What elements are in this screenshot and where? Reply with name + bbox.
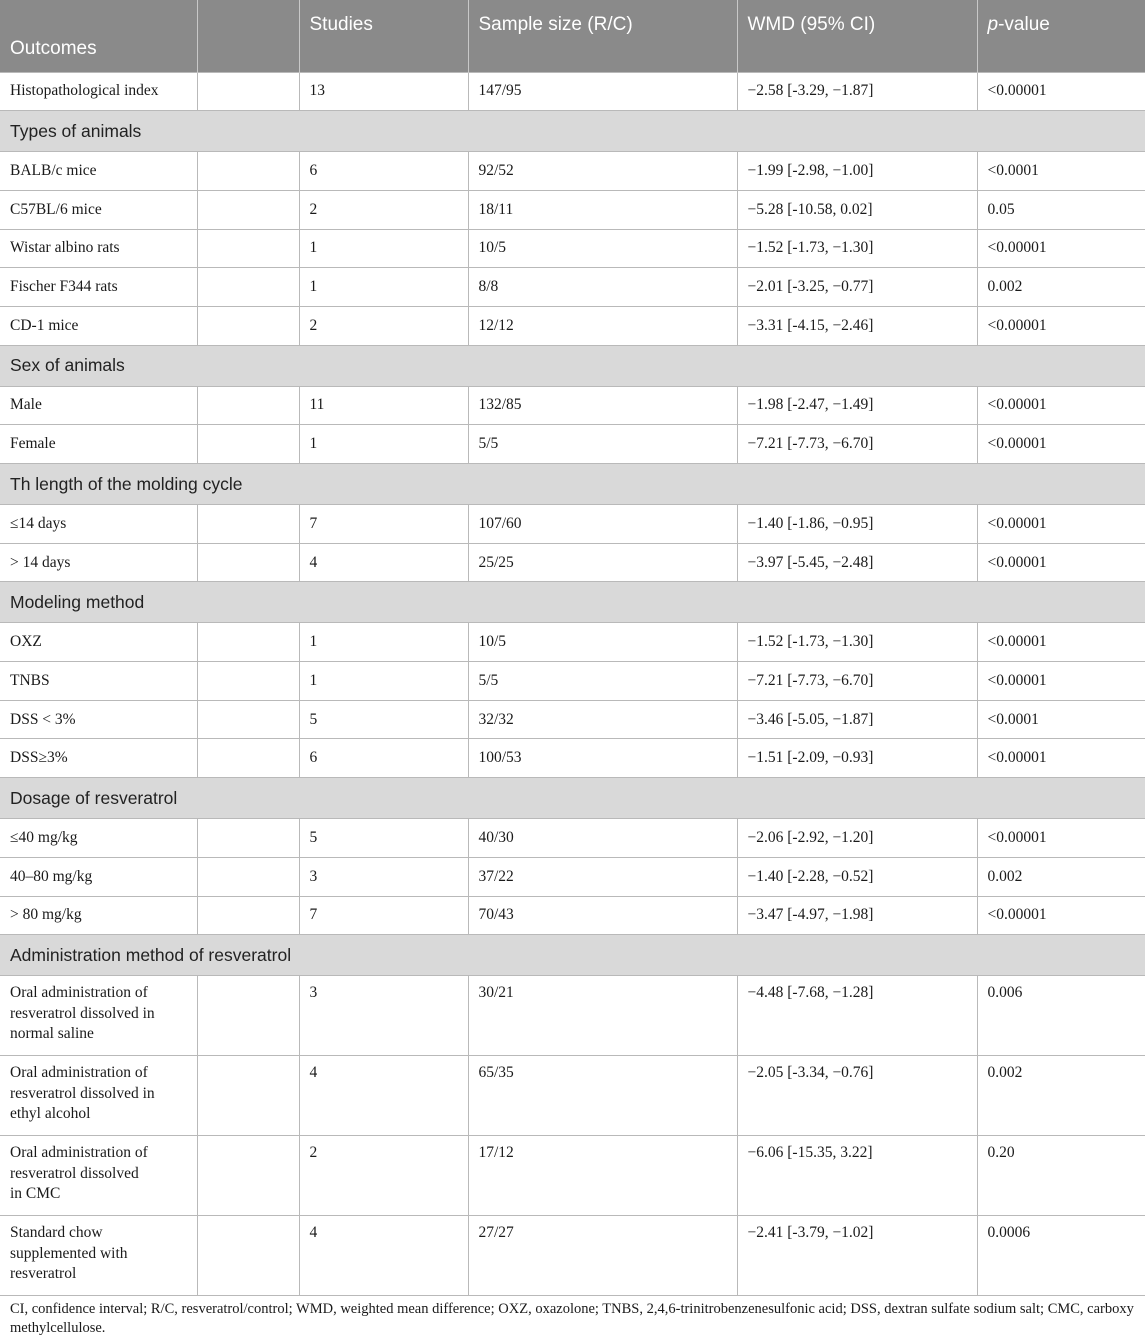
cell-sample-size: 37/22 — [468, 857, 737, 896]
cell-outcome: Histopathological index — [0, 72, 197, 111]
header-blank — [197, 0, 299, 72]
cell-sample-size: 100/53 — [468, 739, 737, 778]
cell-outcome-line: Oral administration of — [10, 1064, 148, 1082]
section-header-row — [0, 111, 1145, 152]
cell-blank — [197, 739, 299, 778]
cell-wmd: −4.48 [-7.68, −1.28] — [737, 976, 977, 1056]
cell-p-value: <0.00001 — [977, 896, 1145, 935]
cell-studies: 7 — [299, 896, 468, 935]
cell-wmd: −1.52 [-1.73, −1.30] — [737, 229, 977, 268]
cell-blank — [197, 505, 299, 544]
cell-outcome-line: resveratrol dissolved in — [10, 1084, 155, 1102]
cell-outcome-line: Oral administration of — [10, 1144, 148, 1162]
cell-studies: 2 — [299, 1136, 468, 1216]
table-row — [0, 1136, 1145, 1216]
cell-outcome: BALB/c mice — [0, 152, 197, 191]
cell-blank — [197, 543, 299, 582]
cell-studies: 13 — [299, 72, 468, 111]
cell-blank — [197, 1216, 299, 1296]
cell-p-value: 0.20 — [977, 1136, 1145, 1216]
cell-outcome-line: Oral administration of — [10, 984, 148, 1002]
cell-studies: 3 — [299, 976, 468, 1056]
cell-outcome: Wistar albino rats — [0, 229, 197, 268]
cell-wmd: −5.28 [-10.58, 0.02] — [737, 190, 977, 229]
cell-p-value: <0.00001 — [977, 505, 1145, 544]
cell-sample-size: 10/5 — [468, 623, 737, 662]
cell-blank — [197, 662, 299, 701]
cell-studies: 7 — [299, 505, 468, 544]
section-header-row — [0, 778, 1145, 819]
cell-p-value: 0.002 — [977, 268, 1145, 307]
section-title: Types of animals — [0, 111, 1145, 152]
table-row — [0, 268, 1145, 307]
cell-wmd: −2.58 [-3.29, −1.87] — [737, 72, 977, 111]
cell-blank — [197, 190, 299, 229]
cell-studies: 2 — [299, 306, 468, 345]
cell-studies: 5 — [299, 819, 468, 858]
cell-blank — [197, 1056, 299, 1136]
cell-sample-size: 70/43 — [468, 896, 737, 935]
cell-p-value: <0.00001 — [977, 306, 1145, 345]
cell-p-value: 0.002 — [977, 857, 1145, 896]
table-body — [0, 72, 1145, 1296]
cell-blank — [197, 229, 299, 268]
cell-p-value: <0.00001 — [977, 623, 1145, 662]
cell-p-value: 0.006 — [977, 976, 1145, 1056]
table-row — [0, 386, 1145, 425]
cell-wmd: −1.51 [-2.09, −0.93] — [737, 739, 977, 778]
cell-wmd: −2.41 [-3.79, −1.02] — [737, 1216, 977, 1296]
section-title: Th length of the molding cycle — [0, 464, 1145, 505]
cell-studies: 4 — [299, 1056, 468, 1136]
cell-outcome: > 80 mg/kg — [0, 896, 197, 935]
cell-outcome: C57BL/6 mice — [0, 190, 197, 229]
cell-wmd: −7.21 [-7.73, −6.70] — [737, 662, 977, 701]
cell-sample-size: 32/32 — [468, 700, 737, 739]
table-footnote: CI, confidence interval; R/C, resveratrol/control; WMD, weighted mean difference; OXZ, oxazolone; TNBS, 2,4,6-trinitrobenzenesulfonic acid; DSS, dextran sulfate sodium salt; CMC, carboxy methylcellulose. — [10, 1301, 1134, 1336]
cell-studies: 1 — [299, 425, 468, 464]
cell-wmd: −6.06 [-15.35, 3.22] — [737, 1136, 977, 1216]
cell-blank — [197, 1136, 299, 1216]
cell-wmd: −1.52 [-1.73, −1.30] — [737, 623, 977, 662]
header-p-value — [977, 0, 1145, 72]
header-outcomes: Outcomes — [0, 0, 197, 72]
cell-studies: 1 — [299, 662, 468, 701]
table-row — [0, 505, 1145, 544]
cell-wmd: −3.46 [-5.05, −1.87] — [737, 700, 977, 739]
cell-sample-size: 40/30 — [468, 819, 737, 858]
cell-outcome-line: Standard chow — [10, 1224, 103, 1242]
table-row — [0, 623, 1145, 662]
cell-outcome-line: ethyl alcohol — [10, 1105, 91, 1123]
cell-p-value: <0.0001 — [977, 700, 1145, 739]
table-row — [0, 662, 1145, 701]
cell-studies: 1 — [299, 268, 468, 307]
cell-outcome-line: supplemented with — [10, 1244, 128, 1262]
cell-sample-size: 27/27 — [468, 1216, 737, 1296]
cell-studies: 6 — [299, 739, 468, 778]
table-row — [0, 739, 1145, 778]
cell-wmd: −2.05 [-3.34, −0.76] — [737, 1056, 977, 1136]
cell-outcome-line: normal saline — [10, 1025, 94, 1043]
section-header-row — [0, 935, 1145, 976]
cell-outcome — [0, 1136, 197, 1216]
table-row — [0, 1056, 1145, 1136]
cell-wmd: −2.06 [-2.92, −1.20] — [737, 819, 977, 858]
cell-outcome-line: resveratrol — [10, 1265, 77, 1283]
cell-outcome: OXZ — [0, 623, 197, 662]
cell-blank — [197, 976, 299, 1056]
cell-outcome: ≤40 mg/kg — [0, 819, 197, 858]
cell-outcome — [0, 976, 197, 1056]
cell-outcome — [0, 1056, 197, 1136]
cell-studies: 3 — [299, 857, 468, 896]
cell-p-value: <0.00001 — [977, 386, 1145, 425]
cell-studies: 4 — [299, 1216, 468, 1296]
cell-sample-size: 30/21 — [468, 976, 737, 1056]
cell-outcome: Female — [0, 425, 197, 464]
cell-p-value: 0.002 — [977, 1056, 1145, 1136]
section-title: Administration method of resveratrol — [0, 935, 1145, 976]
cell-wmd: −3.31 [-4.15, −2.46] — [737, 306, 977, 345]
cell-sample-size: 5/5 — [468, 425, 737, 464]
section-title: Modeling method — [0, 582, 1145, 623]
cell-p-value: <0.0001 — [977, 152, 1145, 191]
cell-outcome: Male — [0, 386, 197, 425]
table-row — [0, 72, 1145, 111]
header-p-italic: p — [987, 14, 999, 35]
cell-p-value: <0.00001 — [977, 739, 1145, 778]
cell-outcome — [0, 1216, 197, 1296]
cell-blank — [197, 425, 299, 464]
table-row — [0, 700, 1145, 739]
cell-outcome-line: resveratrol dissolved — [10, 1164, 139, 1182]
cell-sample-size: 107/60 — [468, 505, 737, 544]
cell-studies: 2 — [299, 190, 468, 229]
cell-outcome: ≤14 days — [0, 505, 197, 544]
cell-wmd: −1.98 [-2.47, −1.49] — [737, 386, 977, 425]
cell-sample-size: 17/12 — [468, 1136, 737, 1216]
cell-outcome: DSS < 3% — [0, 700, 197, 739]
cell-blank — [197, 152, 299, 191]
cell-studies: 11 — [299, 386, 468, 425]
cell-blank — [197, 268, 299, 307]
cell-wmd: −1.40 [-1.86, −0.95] — [737, 505, 977, 544]
cell-blank — [197, 700, 299, 739]
cell-wmd: −2.01 [-3.25, −0.77] — [737, 268, 977, 307]
cell-sample-size: 92/52 — [468, 152, 737, 191]
cell-blank — [197, 819, 299, 858]
cell-studies: 1 — [299, 623, 468, 662]
section-header-row — [0, 345, 1145, 386]
cell-blank — [197, 896, 299, 935]
table-row — [0, 152, 1145, 191]
table-row — [0, 190, 1145, 229]
header-p-rest: -value — [998, 14, 1050, 35]
cell-wmd: −7.21 [-7.73, −6.70] — [737, 425, 977, 464]
cell-studies: 4 — [299, 543, 468, 582]
cell-outcome: TNBS — [0, 662, 197, 701]
cell-outcome: DSS≥3% — [0, 739, 197, 778]
cell-sample-size: 5/5 — [468, 662, 737, 701]
table-row — [0, 857, 1145, 896]
cell-p-value: <0.00001 — [977, 819, 1145, 858]
cell-outcome: CD-1 mice — [0, 306, 197, 345]
cell-p-value: <0.00001 — [977, 425, 1145, 464]
cell-outcome: 40–80 mg/kg — [0, 857, 197, 896]
cell-p-value: <0.00001 — [977, 72, 1145, 111]
table-row — [0, 543, 1145, 582]
table-row — [0, 896, 1145, 935]
cell-wmd: −3.47 [-4.97, −1.98] — [737, 896, 977, 935]
cell-sample-size: 65/35 — [468, 1056, 737, 1136]
cell-outcome-line: in CMC — [10, 1185, 61, 1203]
cell-sample-size: 8/8 — [468, 268, 737, 307]
cell-p-value: <0.00001 — [977, 543, 1145, 582]
cell-p-value: 0.0006 — [977, 1216, 1145, 1296]
cell-blank — [197, 623, 299, 662]
cell-sample-size: 132/85 — [468, 386, 737, 425]
header-studies: Studies — [299, 0, 468, 72]
table-row — [0, 819, 1145, 858]
table-row — [0, 229, 1145, 268]
table-header — [0, 0, 1145, 72]
cell-p-value: <0.00001 — [977, 662, 1145, 701]
table-row — [0, 306, 1145, 345]
cell-wmd: −1.99 [-2.98, −1.00] — [737, 152, 977, 191]
section-header-row — [0, 582, 1145, 623]
header-row — [0, 0, 1145, 72]
section-title: Sex of animals — [0, 345, 1145, 386]
cell-sample-size: 18/11 — [468, 190, 737, 229]
cell-outcome-line: resveratrol dissolved in — [10, 1004, 155, 1022]
header-sample-size: Sample size (R/C) — [468, 0, 737, 72]
cell-blank — [197, 306, 299, 345]
cell-studies: 5 — [299, 700, 468, 739]
cell-sample-size: 12/12 — [468, 306, 737, 345]
cell-blank — [197, 386, 299, 425]
cell-outcome: > 14 days — [0, 543, 197, 582]
table-row — [0, 1216, 1145, 1296]
cell-sample-size: 25/25 — [468, 543, 737, 582]
cell-outcome: Fischer F344 rats — [0, 268, 197, 307]
cell-blank — [197, 857, 299, 896]
table-row — [0, 425, 1145, 464]
cell-wmd: −1.40 [-2.28, −0.52] — [737, 857, 977, 896]
cell-studies: 1 — [299, 229, 468, 268]
cell-blank — [197, 72, 299, 111]
header-wmd: WMD (95% CI) — [737, 0, 977, 72]
cell-studies: 6 — [299, 152, 468, 191]
cell-sample-size: 10/5 — [468, 229, 737, 268]
cell-p-value: 0.05 — [977, 190, 1145, 229]
section-title: Dosage of resveratrol — [0, 778, 1145, 819]
cell-p-value: <0.00001 — [977, 229, 1145, 268]
cell-sample-size: 147/95 — [468, 72, 737, 111]
cell-wmd: −3.97 [-5.45, −2.48] — [737, 543, 977, 582]
table-row — [0, 976, 1145, 1056]
section-header-row — [0, 464, 1145, 505]
